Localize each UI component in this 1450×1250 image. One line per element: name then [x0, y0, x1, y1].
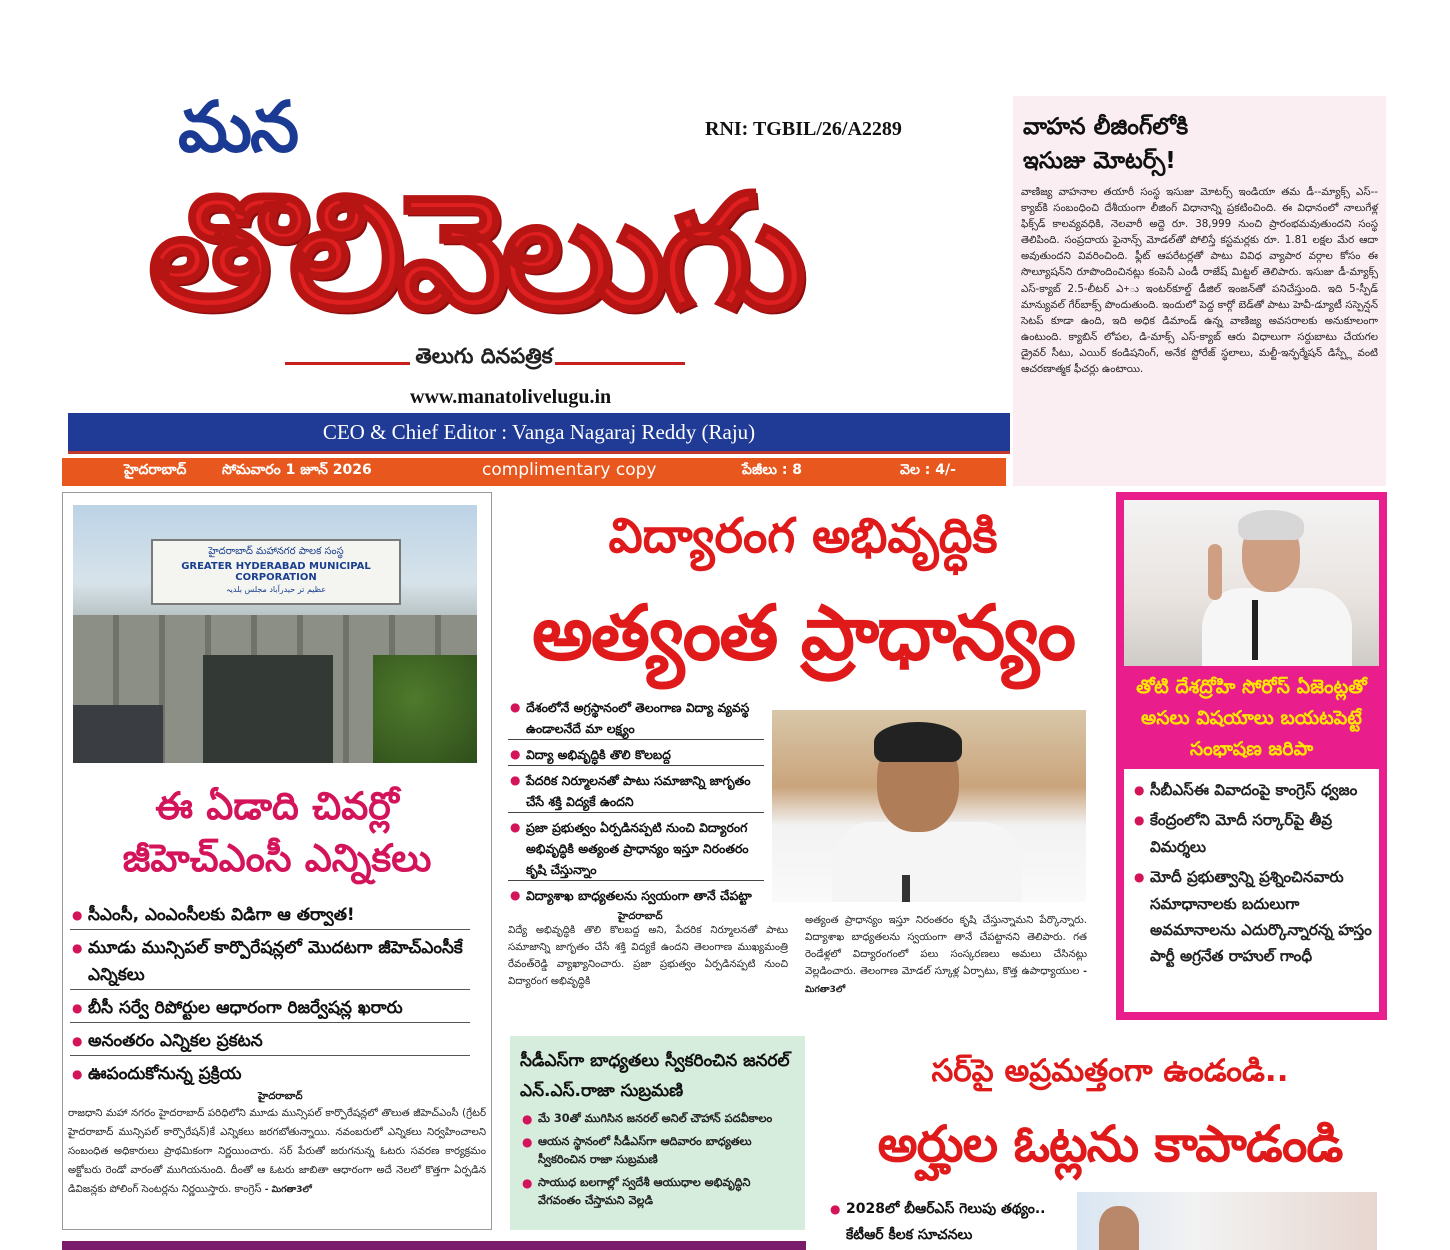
education-continued[interactable]: - మిగతా3లో — [805, 967, 1087, 995]
isuzu-body: వాణిజ్య వాహనాల తయారీ సంస్థ ఇసుజు మోటర్స్ ఇండియా తమ డీ--మ్యాక్స్ ఎస్--క్యాబ్‌కి సంబంధించి దేశీయంగా లీజింగ్ విధానాన్ని ప్రకటించింది. ఈ విధానంలో నాలుగేళ్ల ఫిక్స్‌డ్ కాలవ్యవధికి, నెలవారీ అద్దె రూ. 38,999 నుంచి ప్రారంభమవుతుందని సంస్థ తెలిపింది. సంప్రదాయ ఫైనాన్స్ మోడల్‌తో పోలిస్తే కస్టమర్లకు రూ. 1.81 లక్షల మేర ఆదా అవుతుందని వివరించింది. ఫ్లీట్ ఆపరేటర్లతో పాటు వివిధ వ్యాపార వర్గాల కోసం ఈ సొల్యూషన్‌ని రూపొందించినట్లు కంపెనీ ఎండీ రాజేష్ మిట్టల్ తెలిపారు. ఇసుజు డీ-మ్యాక్స్ ఎస్-క్యాబ్ 2.5-లీటర్ ఎ+ు ఇంటర్‌కూల్డ్ డీజిల్ ఇంజన్‌తో పనిచేస్తుంది. ఇది 5-స్పీడ్ మాన్యువల్ గేర్‌బాక్స్ పొందుతుంది. ఇందులో పెద్ద కార్గో బెడ్‌తో పాటు హెవీ-డ్యూటీ సస్పెన్షన్ సెటప్ కూడా ఉంది, ఇది అధిక డిమాండ్ ఉన్న వాణిజ్య అవసరాలకు అనుకూలంగా ఉంటుంది. క్యాబిన్ లోపల, డి-మాక్స్ ఎస్-క్యాబ్ ఆరు విధాలుగా సర్దుబాటు చేయగల డ్రైవర్ సీటు, ఎయిర్ కండిషనింగ్, అనేక స్టోరేజ్ స్థలాలు, మల్టీ-ఇన్ఫర్మేషన్ డిస్ప్లే వంటి ఆచరణాత్మక ఫీచర్లు ఉంటాయి. — [1021, 186, 1378, 376]
ghmc-entrance — [203, 655, 333, 763]
education-dateline: హైదరాబాద్ — [618, 911, 663, 922]
rahul-bullet: ● కేంద్రంలోని మోదీ సర్కార్‌పై తీవ్ర విమర్శలు — [1132, 807, 1373, 860]
rahul-headline: తోటి దేశద్రోహి సోరోస్ ఏజెంట్లతో అసలు విషయాలు బయటపెట్టే సంభాషణ జరిపా — [1136, 676, 1367, 760]
education-bullet: ● దేశంలోనే అగ్రస్థానంలో తెలంగాణ విద్యా వ్యవస్థ ఉండాలనేదే మా లక్ష్యం — [508, 697, 764, 740]
ghmc-headline-1: ఈ ఏడాది చివర్లో — [155, 784, 399, 828]
cm-hair — [874, 722, 962, 762]
ghmc-bullet: ● ఊపందుకోనున్న ప్రక్రియ — [70, 1061, 470, 1088]
ktr-photo — [1077, 1192, 1377, 1250]
ghmc-sign-english: GREATER HYDERABAD MUNICIPAL CORPORATION — [181, 561, 371, 583]
education-bullet: ● విద్యా అభివృద్ధికి తొలి కొలబద్ద — [508, 744, 764, 766]
cds-article — [510, 1036, 805, 1230]
isuzu-headline-2: ఇసుజు మోటర్స్! — [1023, 148, 1176, 174]
ghmc-headline — [70, 780, 484, 884]
microphone-icon — [1252, 600, 1258, 660]
tagline-rule-left — [285, 362, 410, 365]
education-bullet: ● పేదరిక నిర్మూలనతో పాటు సమాజాన్ని జాగృతం చేసే శక్తి విద్యకే ఉందని — [508, 770, 764, 813]
info-bar — [62, 458, 1006, 486]
info-date: సోమవారం 1 జూన్ 2026 — [222, 462, 372, 478]
rahul-bullet: ● మోదీ ప్రభుత్వాన్ని ప్రశ్నించినవారు సమాధానాలకు బదులుగా అవమానాలను ఎదుర్కొన్నారన్న హస్తం పార్టీ అగ్రనేత రాహుల్ గాంధీ — [1132, 864, 1373, 970]
education-bullet: ● ప్రజా ప్రభుత్వం ఏర్పడినప్పటి నుంచి విద్యారంగ అభివృద్ధికి అత్యంత ప్రాధాన్యం ఇస్తూ నిరంతరం కృషి చేస్తున్నాం — [508, 817, 764, 881]
ghmc-bullet: ● బీసీ సర్వే రిపోర్టుల ఆధారంగా రిజర్వేషన్ల ఖరారు — [70, 995, 470, 1023]
ghmc-parked-bikes — [73, 705, 163, 763]
masthead-brand: తొలివెలుగు — [148, 161, 799, 345]
education-body-col2-text: అత్యంత ప్రాధాన్యం ఇస్తూ నిరంతరం కృషి చేస్తున్నామని పేర్కొన్నారు. విద్యాశాఖ బాధ్యతలను స్వయంగా తానే చేపట్టానని తెలిపారు. గత రెండేళ్లలో విద్యారంగంలో పలు సంస్కరణలు అమలు చేసినట్లు వెల్లడించారు. తెలంగాణ మోడల్ స్కూళ్ల ఏర్పాటు, కొత్త ఉపాధ్యాయుల — [805, 915, 1087, 977]
cds-bullets — [520, 1110, 797, 1211]
ghmc-headline-2: జీహెచ్ఎంసీ ఎన్నికలు — [122, 836, 432, 880]
ghmc-dateline: హైదరాబాద్ — [258, 1091, 303, 1102]
ceo-bar — [68, 413, 1010, 454]
ghmc-sign-telugu: హైదరాబాద్ మహానగర పాలక సంస్థ — [208, 546, 344, 557]
cds-headline: సీడీఎస్‌గా బాధ్యతలు స్వీకరించిన జనరల్ ఎన్.ఎస్.రాజా సుబ్రమణి — [520, 1051, 790, 1101]
bottom-divider-bar — [62, 1241, 806, 1250]
rni-number: RNI: TGBIL/26/A2289 — [705, 118, 902, 140]
education-body-col1: విద్యే అభివృద్ధికి తొలి కొలబద్ద అని, పేదరిక నిర్మూలనతో పాటు సమాజాన్ని జాగృతం చేసే శక్తి విద్యకే ఉందని తెలంగాణ ముఖ్యమంత్రి రేవంత్‌రెడ్డి వ్యాఖ్యానించారు. ప్రజా ప్రభుత్వం ఏర్పడినప్పటి నుంచి విద్యారంగ అభివృద్ధికి — [508, 925, 788, 987]
rg-raised-hand — [1208, 544, 1222, 600]
education-headline-2: అత్యంత ప్రాధాన్యం — [531, 588, 1075, 677]
info-city: హైదరాబాద్ — [124, 462, 187, 478]
cds-bullet: ● సాయుధ బలగాల్లో స్వదేశీ ఆయుధాల అభివృద్ధిని వేగవంతం చేస్తామని వెల్లడి — [520, 1174, 797, 1211]
ghmc-bullet: ● అనంతరం ఎన్నికల ప్రకటన — [70, 1028, 470, 1056]
rg-shirt — [1202, 588, 1352, 666]
education-bullets — [508, 697, 764, 910]
education-body-col2 — [805, 912, 1087, 999]
info-pages: పేజీలు : 8 — [742, 462, 803, 478]
info-complimentary: complimentary copy — [482, 460, 657, 480]
ghmc-bullet: ● మూడు మున్సిపల్ కార్పొరేషన్లలో మొదటగా జీహెచ్ఎంసీకే ఎన్నికలు — [70, 935, 470, 990]
education-headline-1: విద్యారంగ అభివృద్ధికి — [608, 508, 998, 564]
cm-shirt — [832, 822, 1022, 902]
ktr-face — [1099, 1206, 1139, 1250]
isuzu-headline-1: వాహన లీజింగ్‌లోకి — [1023, 114, 1189, 140]
masthead-tagline-row — [285, 344, 685, 380]
ghmc-signboard — [151, 539, 401, 605]
sir-bullet: ● 2028లో బీఆర్ఎస్ గెలుపు తథ్యం.. కేటీఆర్ కీలక సూచనలు — [828, 1196, 1068, 1248]
ghmc-trees — [373, 655, 477, 763]
ceo-editor-credit: CEO & Chief Editor : Vanga Nagaraj Reddy (Raju) — [322, 420, 756, 444]
cds-bullet: ● మే 30తో ముగిసిన జనరల్ అనిల్ చౌహాన్ పదవీకాలం — [520, 1110, 797, 1129]
ghmc-continued[interactable]: - మిగతా3లో — [264, 1185, 312, 1195]
masthead-mana: మన — [178, 86, 298, 168]
sir-headline-2: అర్హుల ఓట్లను కాపాడండి — [877, 1115, 1343, 1173]
tagline-rule-right — [555, 362, 685, 365]
website-url[interactable]: www.manatolivelugu.in — [410, 386, 612, 408]
cds-bullet: ● ఆయన స్థానంలో సీడీఎస్‌గా ఆదివారం బాధ్యతలు స్వీకరించిన రాజా సుబ్రమణి — [520, 1133, 797, 1170]
education-bullet: ● విద్యాశాఖ బాధ్యతలను స్వయంగా తానే చేపట్టా — [508, 885, 764, 906]
info-price: వెల : 4/- — [900, 462, 956, 478]
ghmc-office-photo — [73, 505, 477, 763]
ghmc-sign-urdu: عظیم تر حیدرآباد مجلس بلدیہ — [225, 585, 327, 594]
ghmc-body — [68, 1104, 486, 1200]
rahul-bullets — [1132, 777, 1373, 970]
sir-bullets — [828, 1196, 1068, 1248]
rahul-bullet: ● సీబీఎస్ఈ వివాదంపై కాంగ్రెస్ ధ్వజం — [1132, 777, 1373, 803]
ghmc-bullet: ● సీఎంసీ, ఎంఎంసీలకు విడిగా ఆ తర్వాత! — [70, 902, 470, 930]
ghmc-body-text: రాజధాని మహా నగరం హైదరాబాద్ పరిధిలోని మూడు మున్సిపల్ కార్పొరేషన్లలో తొలుత జీహెచ్ఎంసీ (గ్రేటర్ హైదరాబాద్ మున్సిపల్ కార్పొరేషన్)కే ఎన్నికలు జరగబోతున్నాయి. నవంబరులో ఎన్నికలు నిర్వహించాలని సంబంధిత అధికారులు ప్రాథమికంగా నిర్ణయించారు. సర్ పేరుతో జరుగనున్న ఓటరు సవరణ కార్యక్రమం అక్టోబరు రెండో వారంతో ముగియనుంది. దీంతో ఆ ఓటరు జాబితా ఆధారంగా అదే నెలలో కొత్తగా ఏర్పడిన డివిజన్లకు పోలింగ్ సెంటర్లను నిర్ణయిస్తారు. కాంగ్రెస్ — [68, 1108, 486, 1195]
rahul-gandhi-photo — [1124, 500, 1379, 666]
rahul-bullets-panel — [1124, 769, 1379, 1012]
sir-headline-1: సర్‌పై అప్రమత్తంగా ఉండండి.. — [931, 1053, 1289, 1089]
ghmc-bullets — [70, 902, 470, 1093]
rg-hair — [1238, 510, 1304, 540]
rahul-article — [1116, 492, 1387, 1020]
chief-minister-photo — [772, 710, 1086, 902]
isuzu-article — [1013, 96, 1386, 486]
microphone-icon — [902, 875, 910, 902]
masthead-tagline: తెలుగు దినపత్రిక — [415, 344, 553, 368]
